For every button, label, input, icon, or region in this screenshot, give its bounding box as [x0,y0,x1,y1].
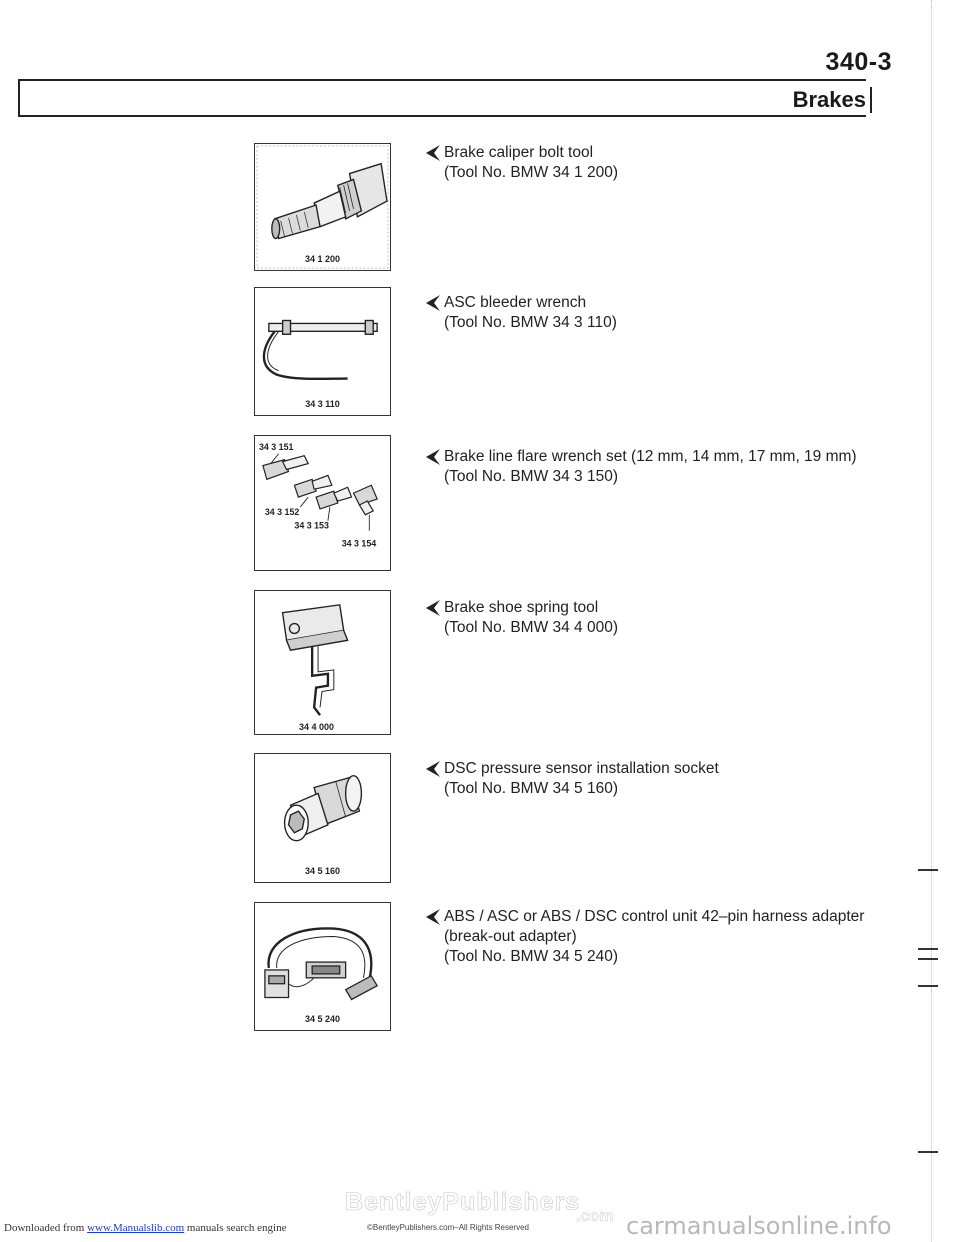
tool-description [424,907,864,967]
download-footer [4,1222,286,1234]
tool-title: Brake line flare wrench set (12 mm, 14 mm, 17 mm, 19 mm) [444,448,857,465]
tool-number: (Tool No. BMW 34 5 240) [444,948,619,965]
flare-wrench-set-icon [255,436,390,570]
tool-image-brake-shoe-spring [254,590,391,735]
tool-image-harness-adapter [254,902,391,1031]
tool-description [424,598,618,638]
tool-title: Brake shoe spring tool [444,599,599,616]
tool-image-caliper-bolt [254,143,391,271]
caliper-bolt-tool-icon [255,144,390,270]
harness-adapter-icon [255,903,390,1030]
publisher-watermark-com: .com [576,1208,614,1225]
callout-arrow-icon [424,293,444,313]
section-title: Brakes [793,87,872,113]
tool-part-number: 34 1 200 [304,254,341,264]
margin-mark [918,1151,938,1153]
dsc-socket-icon [255,754,390,882]
copyright-notice: ©BentleyPublishers.com–All Rights Reserved [367,1223,529,1232]
tool-number: (Tool No. BMW 34 5 160) [444,780,619,797]
flare-wrench-label-151: 34 3 151 [258,441,294,452]
tool-part-number: 34 5 240 [304,1014,341,1024]
flare-wrench-label-152: 34 3 152 [264,506,300,517]
flare-wrench-label-153: 34 3 153 [294,520,329,531]
margin-mark [918,869,938,871]
tool-title: Brake caliper bolt tool [444,144,594,161]
flare-wrench-label-154: 34 3 154 [341,538,377,549]
brake-shoe-spring-tool-icon [255,591,390,734]
bleeder-wrench-icon [255,288,390,415]
tool-description [424,143,618,183]
site-watermark: carmanualsonline.info [626,1212,892,1240]
margin-mark [918,985,938,987]
margin-mark [918,958,938,960]
publisher-watermark: BentleyPublishers [345,1188,581,1216]
tool-description [424,447,857,487]
callout-arrow-icon [424,598,444,618]
manualslib-link[interactable]: www.Manualslib.com [87,1222,185,1234]
callout-arrow-icon [424,447,444,467]
tool-title: ASC bleeder wrench [444,294,587,311]
tool-extra: (break-out adapter) [444,928,577,945]
tool-title: ABS / ASC or ABS / DSC control unit 42–pin harness adapter [444,908,865,925]
callout-arrow-icon [424,143,444,163]
tool-title: DSC pressure sensor installation socket [444,760,719,777]
callout-arrow-icon [424,759,444,779]
tool-image-flare-wrench-set [254,435,391,571]
margin-mark [918,948,938,950]
tool-image-dsc-socket [254,753,391,883]
tool-number: (Tool No. BMW 34 1 200) [444,164,619,181]
tool-part-number: 34 5 160 [304,866,341,876]
tool-number: (Tool No. BMW 34 4 000) [444,619,619,636]
download-prefix: Downloaded from [4,1222,85,1234]
download-suffix: manuals search engine [186,1222,287,1234]
page-number: 340-3 [825,48,892,76]
tool-description [424,759,719,799]
callout-arrow-icon [424,907,444,927]
tool-number: (Tool No. BMW 34 3 150) [444,468,619,485]
header-bar [18,79,866,117]
tool-part-number: 34 3 110 [305,399,340,409]
margin-line [931,0,933,1242]
tool-number: (Tool No. BMW 34 3 110) [444,314,617,331]
tool-image-bleeder-wrench [254,287,391,416]
tool-description [424,293,617,333]
tool-part-number: 34 4 000 [299,722,335,732]
